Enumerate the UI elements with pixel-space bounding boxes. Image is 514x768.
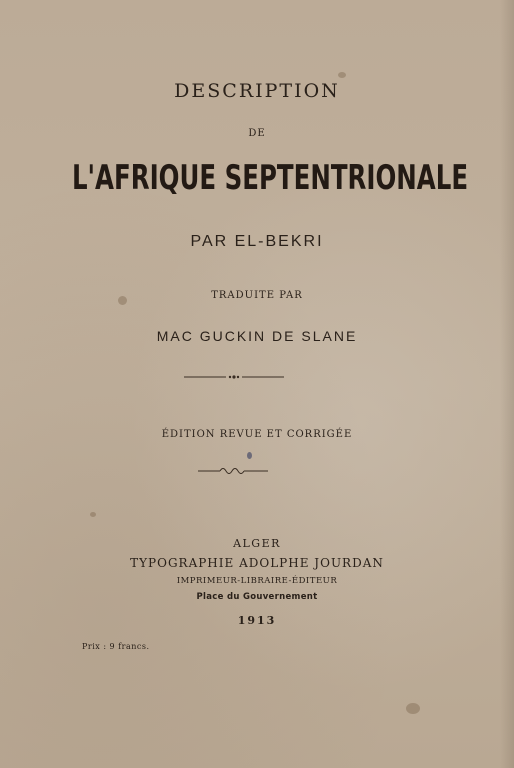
imprint-address: Place du Gouvernement: [196, 592, 318, 602]
main-title: L'AFRIQUE SEPTENTRIONALE: [71, 158, 469, 198]
foxing-stain: [118, 296, 127, 305]
ink-spot: [247, 452, 252, 459]
title-heading: DESCRIPTION: [174, 80, 340, 102]
title-connector: DE: [248, 128, 266, 139]
foxing-stain: [406, 703, 420, 714]
price-label: Prix : 9 francs.: [82, 642, 150, 651]
translated-by-label: TRADUITE PAR: [211, 290, 303, 301]
imprint-printer: TYPOGRAPHIE ADOLPHE JOURDAN: [130, 556, 384, 570]
imprint-year: 1913: [237, 614, 277, 627]
foxing-stain: [90, 512, 96, 517]
imprint-city: ALGER: [233, 537, 281, 550]
author-line: PAR EL-BEKRI: [190, 233, 324, 250]
ornament-rule-bottom: [196, 465, 270, 477]
translator-name: MAC GUCKIN DE SLANE: [156, 328, 358, 344]
ornament-rule-top: [182, 372, 286, 382]
imprint-role: IMPRIMEUR-LIBRAIRE-ÉDITEUR: [176, 576, 338, 586]
foxing-stain: [338, 72, 346, 78]
edition-note: ÉDITION REVUE ET CORRIGÉE: [161, 429, 353, 440]
page-edge: [500, 0, 514, 768]
